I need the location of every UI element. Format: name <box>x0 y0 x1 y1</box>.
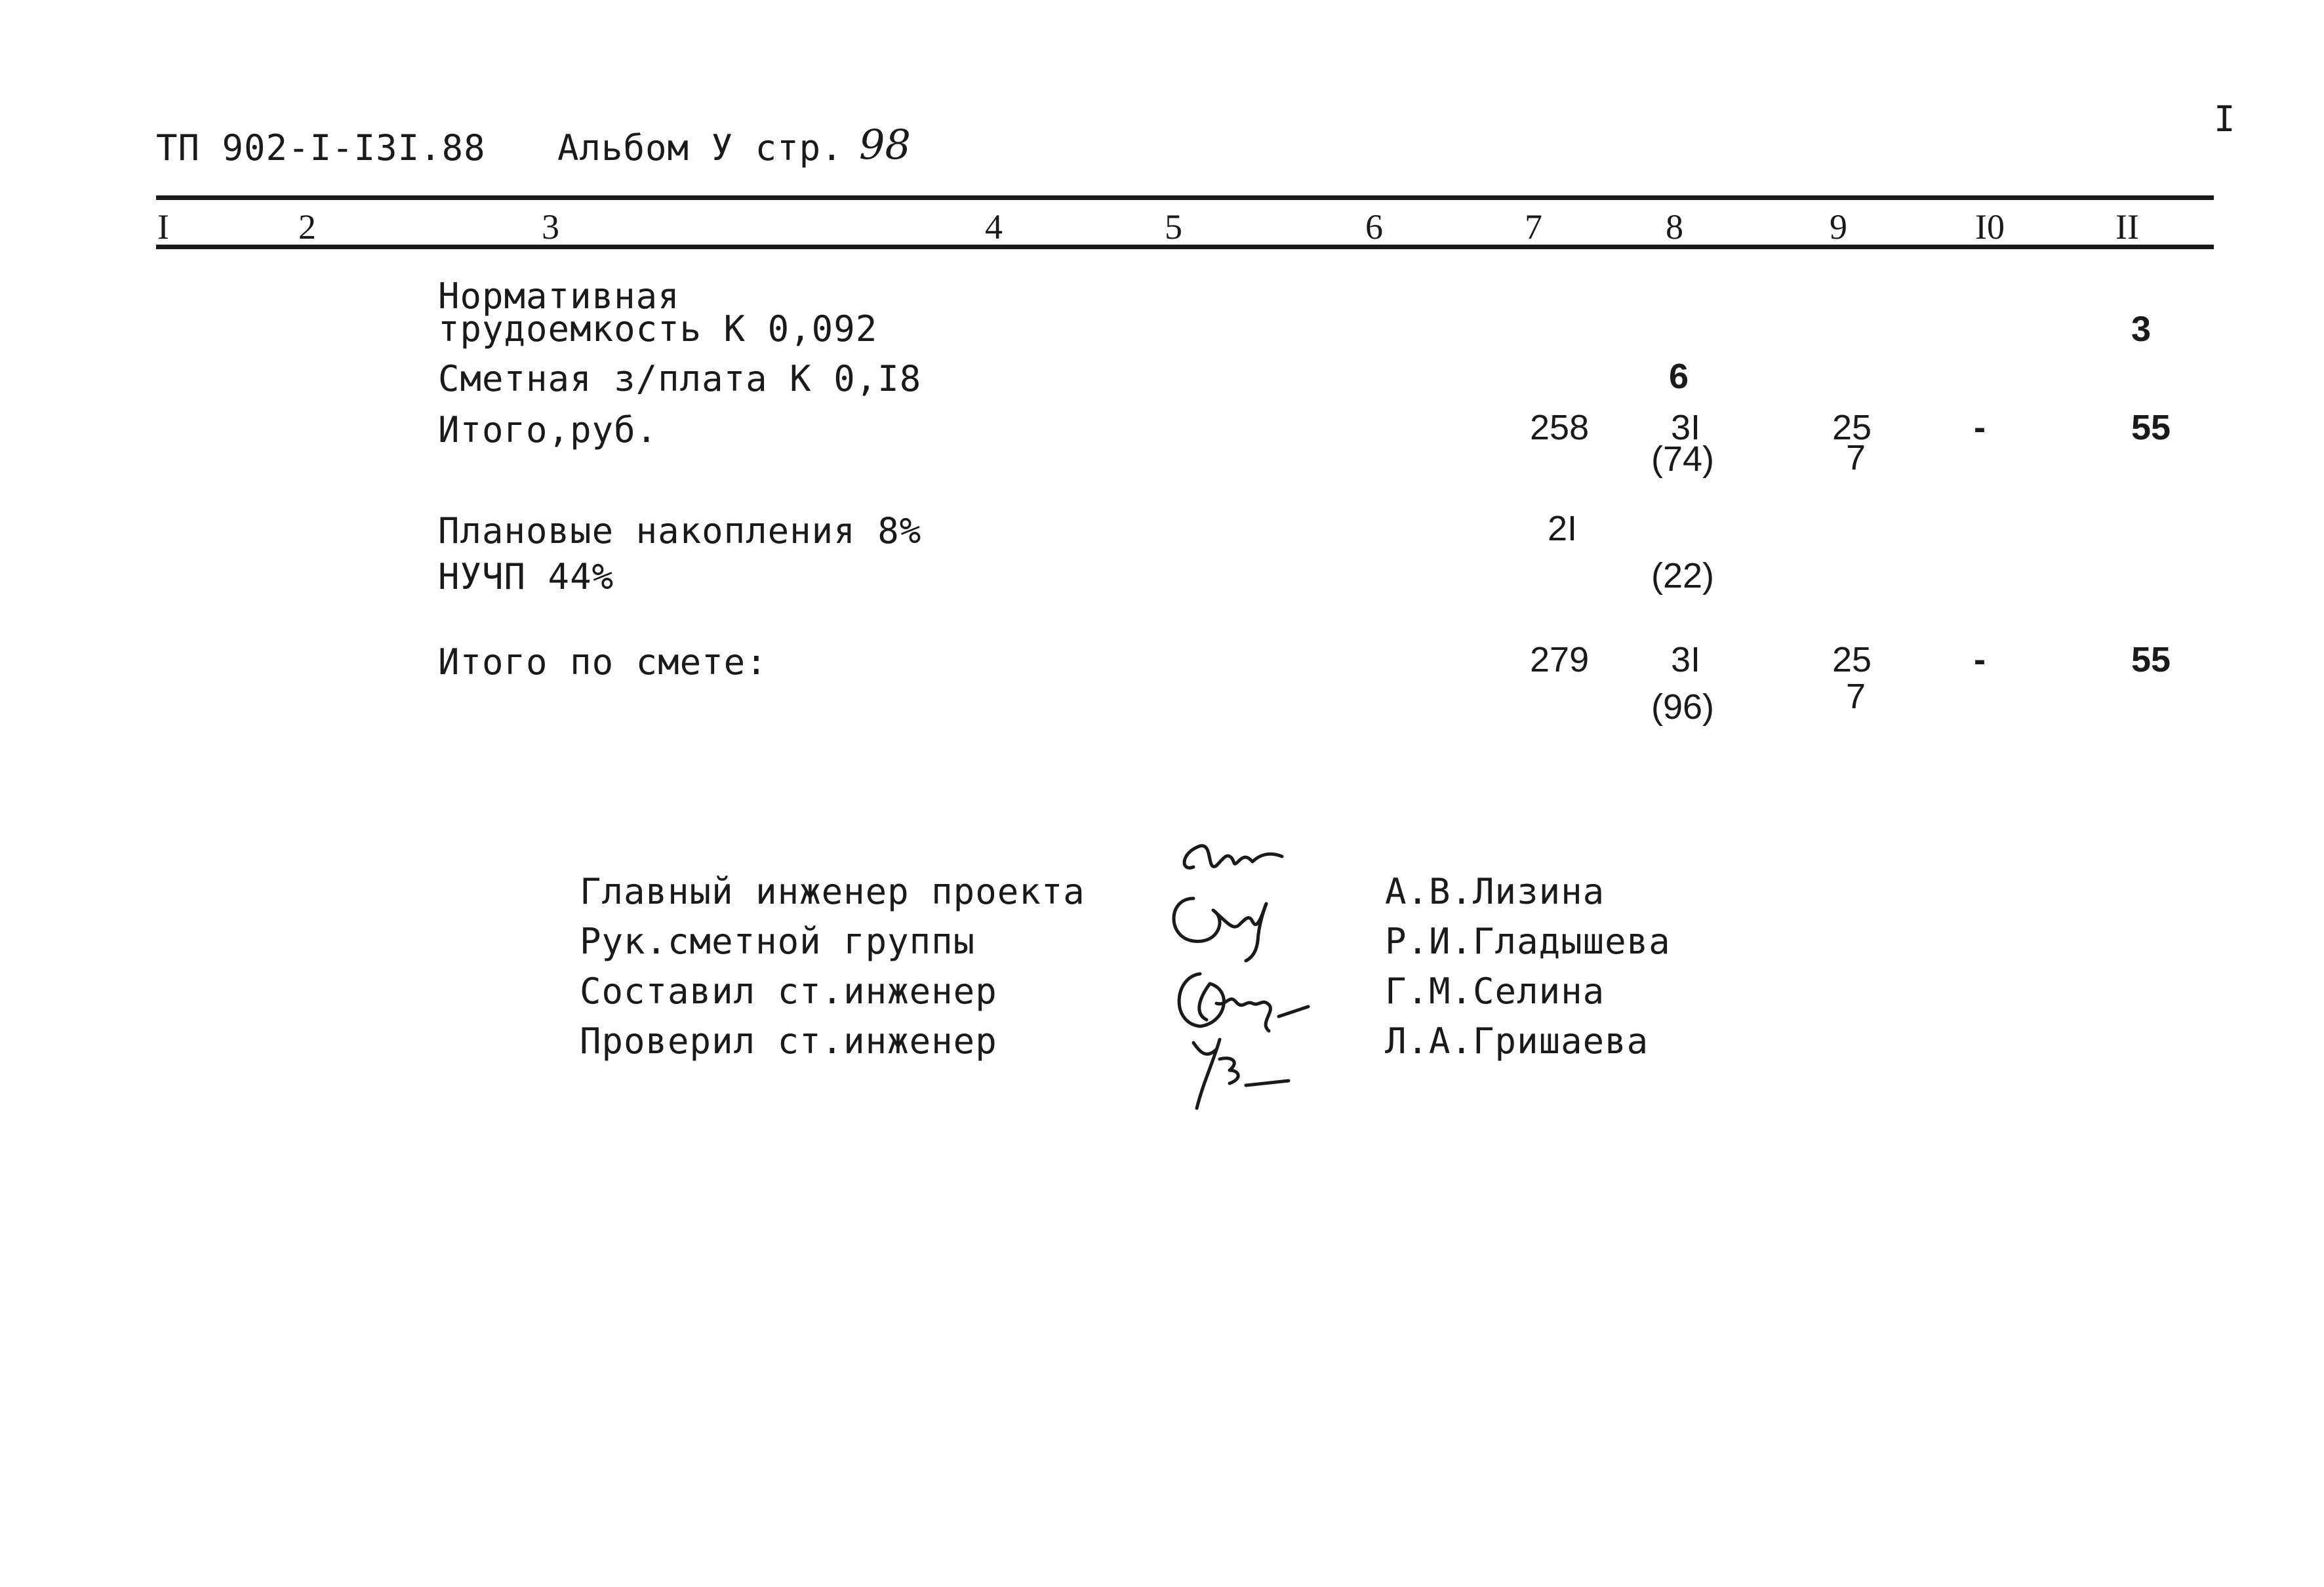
column-number: 8 <box>1666 207 1683 247</box>
grand-total-col9-sub: 7 <box>1846 677 1866 716</box>
signature-name: Л.А.Гришаева <box>1385 1020 1649 1062</box>
total-col7: 258 <box>1530 408 1590 447</box>
grand-total-col9: 25 <box>1832 640 1872 679</box>
labor-col11: 3 <box>2131 310 2152 349</box>
nuchp-label: НУЧП 44% <box>438 556 614 597</box>
column-number: I <box>157 207 169 247</box>
grand-total-col8-sub: (96) <box>1651 687 1715 727</box>
grand-total-col8: 3I <box>1671 640 1701 679</box>
grand-total-col7: 279 <box>1530 640 1590 679</box>
planned-label: Плановые накопления 8% <box>438 510 922 552</box>
signature-stroke <box>1193 1039 1289 1108</box>
wage-col8: 6 <box>1669 357 1689 396</box>
column-number: 6 <box>1365 207 1383 247</box>
total-col11: 55 <box>2131 408 2171 447</box>
signature-stroke <box>1179 974 1308 1031</box>
signature-stroke <box>1184 846 1282 868</box>
signature-name: Р.И.Гладышева <box>1385 921 1671 962</box>
grand-total-col11: 55 <box>2131 640 2171 679</box>
column-number: 7 <box>1525 207 1542 247</box>
handwritten-signatures <box>1154 826 1364 1135</box>
total-col9-sub: 7 <box>1846 438 1866 477</box>
signature-name: Г.М.Селина <box>1385 971 1605 1012</box>
nuchp-col8: (22) <box>1651 556 1715 595</box>
column-number: 3 <box>542 207 559 247</box>
grand-total-col10: - <box>1974 640 1986 679</box>
planned-col7: 2I <box>1548 509 1578 548</box>
column-number: 9 <box>1830 207 1847 247</box>
total-col8-sub: (74) <box>1651 439 1715 479</box>
column-number: II <box>2115 207 2139 247</box>
signature-role: Главный инженер проекта <box>580 871 1085 912</box>
column-number: 5 <box>1165 207 1182 247</box>
column-number: I0 <box>1975 207 2005 247</box>
labor-label-line2: трудоемкость К 0,092 <box>438 308 878 350</box>
labor-label-line1: Нормативная <box>438 275 680 317</box>
page-number-handwritten: 98 <box>859 121 911 169</box>
header-top-rule <box>156 195 2214 200</box>
header-bottom-rule <box>156 245 2214 249</box>
wage-label: Сметная з/плата К 0,I8 <box>438 358 922 399</box>
column-number: 4 <box>985 207 1003 247</box>
signature-name: А.В.Лизина <box>1385 871 1605 912</box>
signature-stroke <box>1174 898 1266 961</box>
signature-role: Проверил ст.инженер <box>580 1020 997 1062</box>
corner-mark: I <box>2214 98 2236 140</box>
total-col10: - <box>1974 408 1986 447</box>
column-number: 2 <box>298 207 316 247</box>
total-col8: 3I <box>1671 408 1701 447</box>
signature-role: Рук.сметной группы <box>580 921 976 962</box>
signature-role: Составил ст.инженер <box>580 971 997 1012</box>
total-col9: 25 <box>1832 408 1872 447</box>
document-code: ТП 902-I-I3I.88 <box>156 127 486 169</box>
total-label: Итого,руб. <box>438 409 658 451</box>
grand-total-label: Итого по смете: <box>438 641 768 683</box>
album-label: Альбом У стр. <box>557 127 843 169</box>
